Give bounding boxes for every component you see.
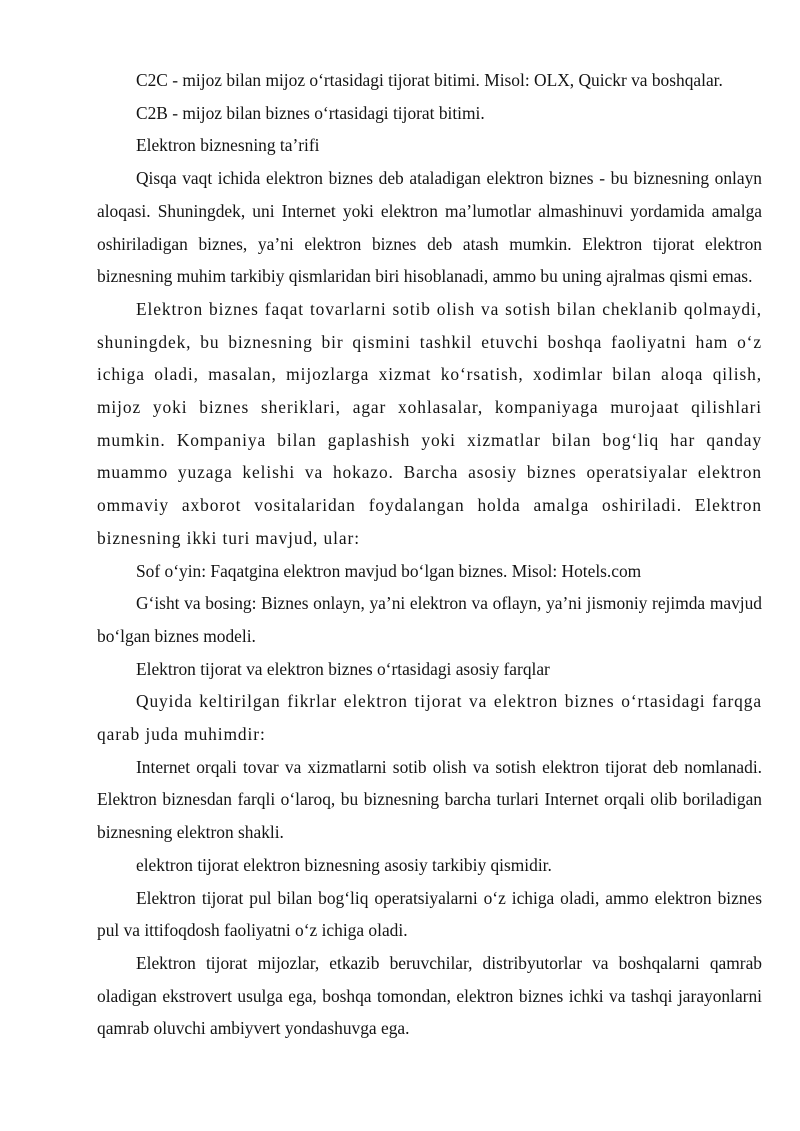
paragraph-difference-1: Internet orqali tovar va xizmatlarni sotib olish va sotish elektron tijorat deb nomlanadi. Elektron biznesdan farqli o‘laroq, bu biznesning barcha turlari Internet orqali olib boriladigan biznesning elektron shakli. bbox=[97, 756, 762, 843]
heading-key-differences: Elektron tijorat va elektron biznes o‘rtasidagi asosiy farqlar bbox=[136, 658, 550, 679]
paragraph-pure-play: Sof o‘yin: Faqatgina elektron mavjud bo‘lgan biznes. Misol: Hotels.com bbox=[136, 560, 642, 581]
paragraph-difference-4: Elektron tijorat mijozlar, etkazib beruvchilar, distribyutorlar va boshqalarni qamrab oladigan ekstrovert usulga ega, boshqa tomondan, elektron biznes ichki va tashqi jarayonlarni qamrab oluvchi ambiyvert yondashuvga ega. bbox=[97, 952, 762, 1039]
paragraph-difference-3: Elektron tijorat pul bilan bog‘liq operatsiyalarni o‘z ichiga oladi, ammo elektron biznes pul va ittifoqdosh faoliyatni o‘z ichiga oladi. bbox=[97, 887, 762, 941]
document-page bbox=[97, 64, 762, 1045]
paragraph-c2c: C2C - mijoz bilan mijoz o‘rtasidagi tijorat bitimi. Misol: OLX, Quickr va boshqalar. bbox=[136, 70, 723, 90]
heading-ebusiness-definition: Elektron biznesning ta’rifi bbox=[136, 135, 320, 156]
paragraph-ebusiness-intro: Qisqa vaqt ichida elektron biznes deb ataladigan elektron biznes - bu biznesning onlayn aloqasi. Shuningdek, uni Internet yoki elektron ma’lumotlar almashinuvi yordamida amalga oshiriladigan biznes, ya’ni elektron biznes deb atash mumkin. Elektron tijorat elektron biznesning muhim tarkibiy qismlaridan biri hisoblanadi, ammo bu uning ajralmas qismi emas. bbox=[97, 168, 762, 287]
paragraph-brick-and-click: G‘isht va bosing: Biznes onlayn, ya’ni elektron va oflayn, ya’ni jismoniy rejimda mavjud bo‘lgan biznes modeli. bbox=[97, 593, 762, 646]
paragraph-difference-2: elektron tijorat elektron biznesning asosiy tarkibiy qismidir. bbox=[136, 854, 552, 875]
paragraph-c2b: C2B - mijoz bilan biznes o‘rtasidagi tijorat bitimi. bbox=[136, 102, 485, 123]
paragraph-differences-intro: Quyida keltirilgan fikrlar elektron tijorat va elektron biznes o‘rtasidagi farqga qarab juda muhimdir: bbox=[97, 691, 762, 745]
paragraph-ebusiness-scope: Elektron biznes faqat tovarlarni sotib olish va sotish bilan cheklanib qolmaydi, shuningdek, bu biznesning bir qismini tashkil etuvchi boshqa faoliyatni ham o‘z ichiga oladi, masalan, mijozlarga xizmat ko‘rsatish, xodimlar bilan aloqa qilish, mijoz yoki biznes sheriklari, agar xohlasalar, kompaniyaga murojaat qilishlari mumkin. Kompaniya bilan gaplashish yoki xizmatlar bilan bog‘liq har qanday muammo yuzaga kelishi va hokazo. Barcha asosiy biznes operatsiyalar elektron ommaviy axborot vositalaridan foydalangan holda amalga oshiriladi. Elektron biznesning ikki turi mavjud, ular: bbox=[97, 298, 762, 548]
